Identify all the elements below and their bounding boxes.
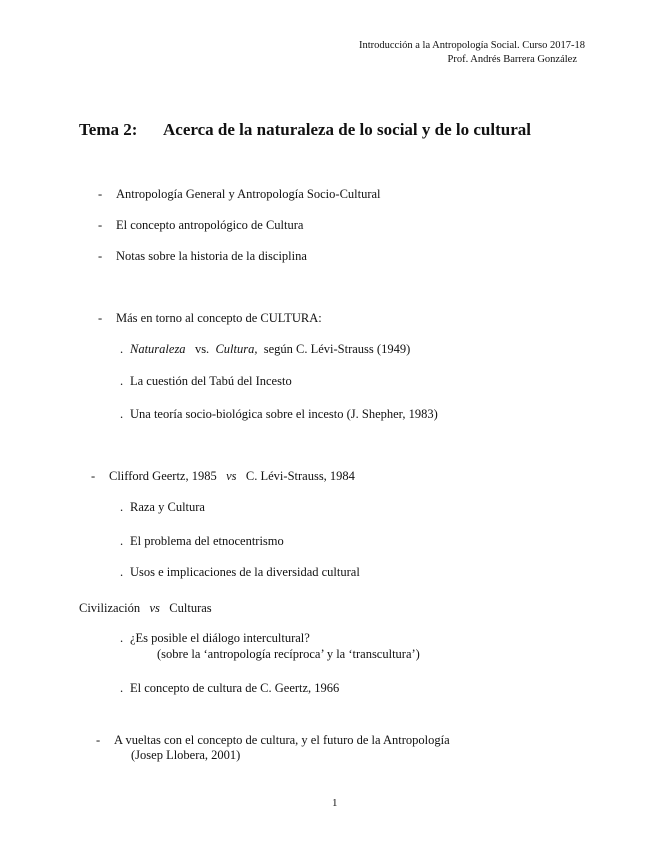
sub-item: . El problema del etnocentrismo — [120, 534, 284, 548]
sub-item: . El concepto de cultura de C. Geertz, 1966 — [120, 681, 340, 695]
dash-bullet: - — [91, 469, 96, 483]
dot-bullet: . — [120, 500, 124, 514]
dot-bullet: . — [120, 374, 124, 388]
dot-bullet: . — [120, 534, 124, 548]
dot-bullet: . — [120, 342, 124, 356]
sub-item: . Naturaleza vs. Cultura, según C. Lévi-Strauss (1949) — [120, 342, 411, 356]
sub-item-note: (sobre la ‘antropología recíproca’ y la ‘transcultura’) — [157, 647, 420, 661]
dash-bullet: - — [98, 218, 103, 232]
header-professor: Prof. Andrés Barrera González — [447, 54, 577, 65]
list-item-note: (Josep Llobera, 2001) — [131, 748, 241, 762]
dot-bullet: . — [120, 407, 124, 421]
sub-item: . Una teoría socio-biológica sobre el incesto (J. Shepher, 1983) — [120, 407, 438, 421]
dot-bullet: . — [120, 631, 124, 645]
list-item: - Clifford Geertz, 1985 vs C. Lévi-Strauss, 1984 — [91, 469, 355, 483]
dot-bullet: . — [120, 681, 124, 695]
header-course: Introducción a la Antropología Social. Curso 2017-18 — [358, 40, 585, 51]
sub-item: . Raza y Cultura — [120, 500, 205, 514]
sub-item: . La cuestión del Tabú del Incesto — [120, 374, 292, 388]
section-heading: Civilización vs Culturas — [79, 601, 212, 615]
list-item: - A vueltas con el concepto de cultura, y el futuro de la Antropología — [96, 733, 450, 747]
dash-bullet: - — [98, 249, 103, 263]
page-title: Acerca de la naturaleza de lo social y de lo cultural — [163, 120, 531, 139]
list-item: - Notas sobre la historia de la disciplina — [98, 249, 307, 263]
sub-item: . Usos e implicaciones de la diversidad cultural — [120, 565, 360, 579]
dot-bullet: . — [120, 565, 124, 579]
dash-bullet: - — [98, 311, 103, 325]
list-item: - Más en torno al concepto de CULTURA: — [98, 311, 322, 325]
list-item: - El concepto antropológico de Cultura — [98, 218, 304, 232]
page-title-label: Tema 2: — [79, 120, 138, 139]
page-number: 1 — [332, 797, 338, 809]
dash-bullet: - — [98, 187, 103, 201]
list-item: - Antropología General y Antropología Socio-Cultural — [98, 187, 381, 201]
sub-item: . ¿Es posible el diálogo intercultural? — [120, 631, 310, 645]
dash-bullet: - — [96, 733, 101, 747]
